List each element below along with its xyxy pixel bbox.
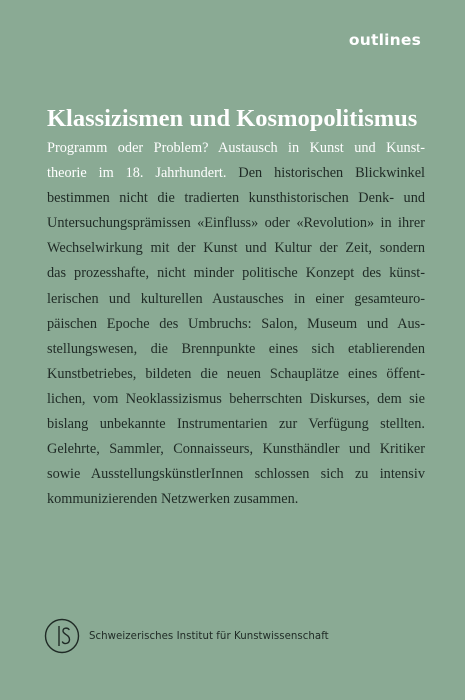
blurb-line: Wechselwirkung mit der Kunst und Kultur der Zeit, sondern <box>47 240 425 257</box>
blurb-line: lichen, vom Neoklassizismus beherrschten Diskurses, dem sie <box>47 390 425 407</box>
blurb-line: Gelehrte, Sammler, Connaisseurs, Kunsthändler und Kritiker <box>47 441 425 458</box>
blurb-line: päischen Epoche des Umbruchs: Salon, Museum und Aus- <box>47 315 425 332</box>
blurb-line: lerischen und kulturellen Austausches in einer gesamteuro- <box>47 290 425 307</box>
blurb-line-text: Den historischen Blickwinkel <box>238 165 426 182</box>
subtitle-line: Programm oder Problem? Austausch in Kunst und Kunst- <box>47 140 425 156</box>
blurb <box>47 136 425 512</box>
blurb-line: kommunizierenden Netzwerken zusammen. <box>47 491 299 508</box>
publisher-name: Schweizerisches Institut für Kunstwissenschaft <box>89 631 329 642</box>
blurb-line: bestimmen nicht die tradierten kunsthistorischen Denk- und <box>47 190 425 207</box>
book-title: Klassizismen und Kosmopolitismus <box>47 105 418 132</box>
blurb-line: Untersuchungsprämissen «Einfluss» oder «Revolution» in ihrer <box>47 215 425 232</box>
sik-logo-icon <box>44 618 80 654</box>
blurb-line <box>47 161 425 186</box>
blurb-line: sowie AusstellungskünstlerInnen schlossen sich zu intensiv <box>47 466 425 483</box>
blurb-line: das prozesshafte, nicht minder politische Konzept des künst- <box>47 265 425 282</box>
blurb-line: stellungswesen, die Brennpunkte eines sich etablierenden <box>47 340 425 357</box>
blurb-line: bislang unbekannte Instrumentarien zur Verfügung stellten. <box>47 416 425 433</box>
subtitle-line: theorie im 18. Jahrhundert. <box>47 165 227 182</box>
series-name: outlines <box>348 31 421 49</box>
blurb-line: Kunstbetriebes, bildeten die neuen Schauplätze eines öffent- <box>47 365 425 382</box>
